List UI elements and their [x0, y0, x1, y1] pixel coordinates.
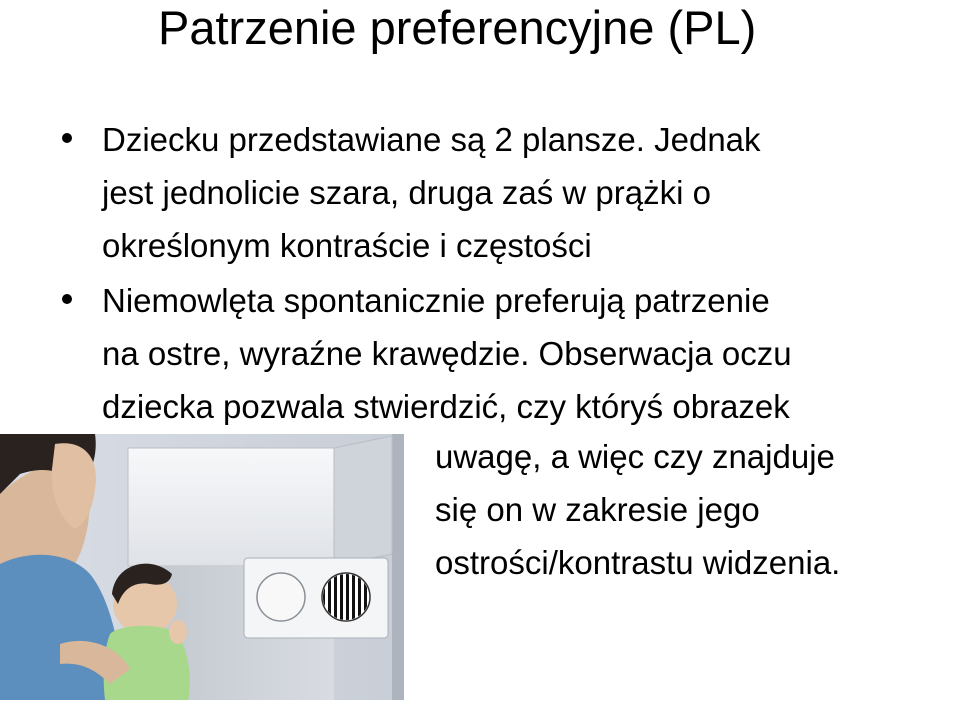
bullet-dot-icon — [62, 294, 72, 304]
bullet-line: na ostre, wyraźne krawędzie. Obserwacja oczu — [102, 335, 792, 372]
slide-title: Patrzenie preferencyjne (PL) — [158, 1, 757, 54]
bullet-line: określonym kontraście i częstości — [102, 227, 592, 264]
bullet-dot-icon — [62, 133, 72, 143]
bullet-item — [62, 113, 960, 272]
bullet-line: jest jednolicie szara, druga zaś w prążki o — [102, 174, 711, 211]
bullet-list — [62, 113, 960, 433]
bullet-item — [62, 274, 960, 433]
bullet-line: Dziecku przedstawiane są 2 plansze. Jednak — [102, 121, 761, 158]
bullet-line: Niemowlęta spontanicznie preferują patrzenie — [102, 282, 770, 319]
bullet-line: dziecka pozwala stwierdzić, czy któryś obrazek — [102, 388, 790, 425]
bullet-continuation — [435, 430, 960, 589]
bullet-line: uwagę, a więc czy znajduje — [435, 438, 835, 475]
striped-grating-panel-icon — [322, 573, 370, 621]
bullet-line: się on w zakresie jego — [435, 491, 760, 528]
bullet-line: ostrości/kontrastu widzenia. — [435, 544, 841, 581]
preferential-looking-illustration — [0, 434, 404, 700]
uniform-gray-panel-icon — [257, 573, 305, 621]
